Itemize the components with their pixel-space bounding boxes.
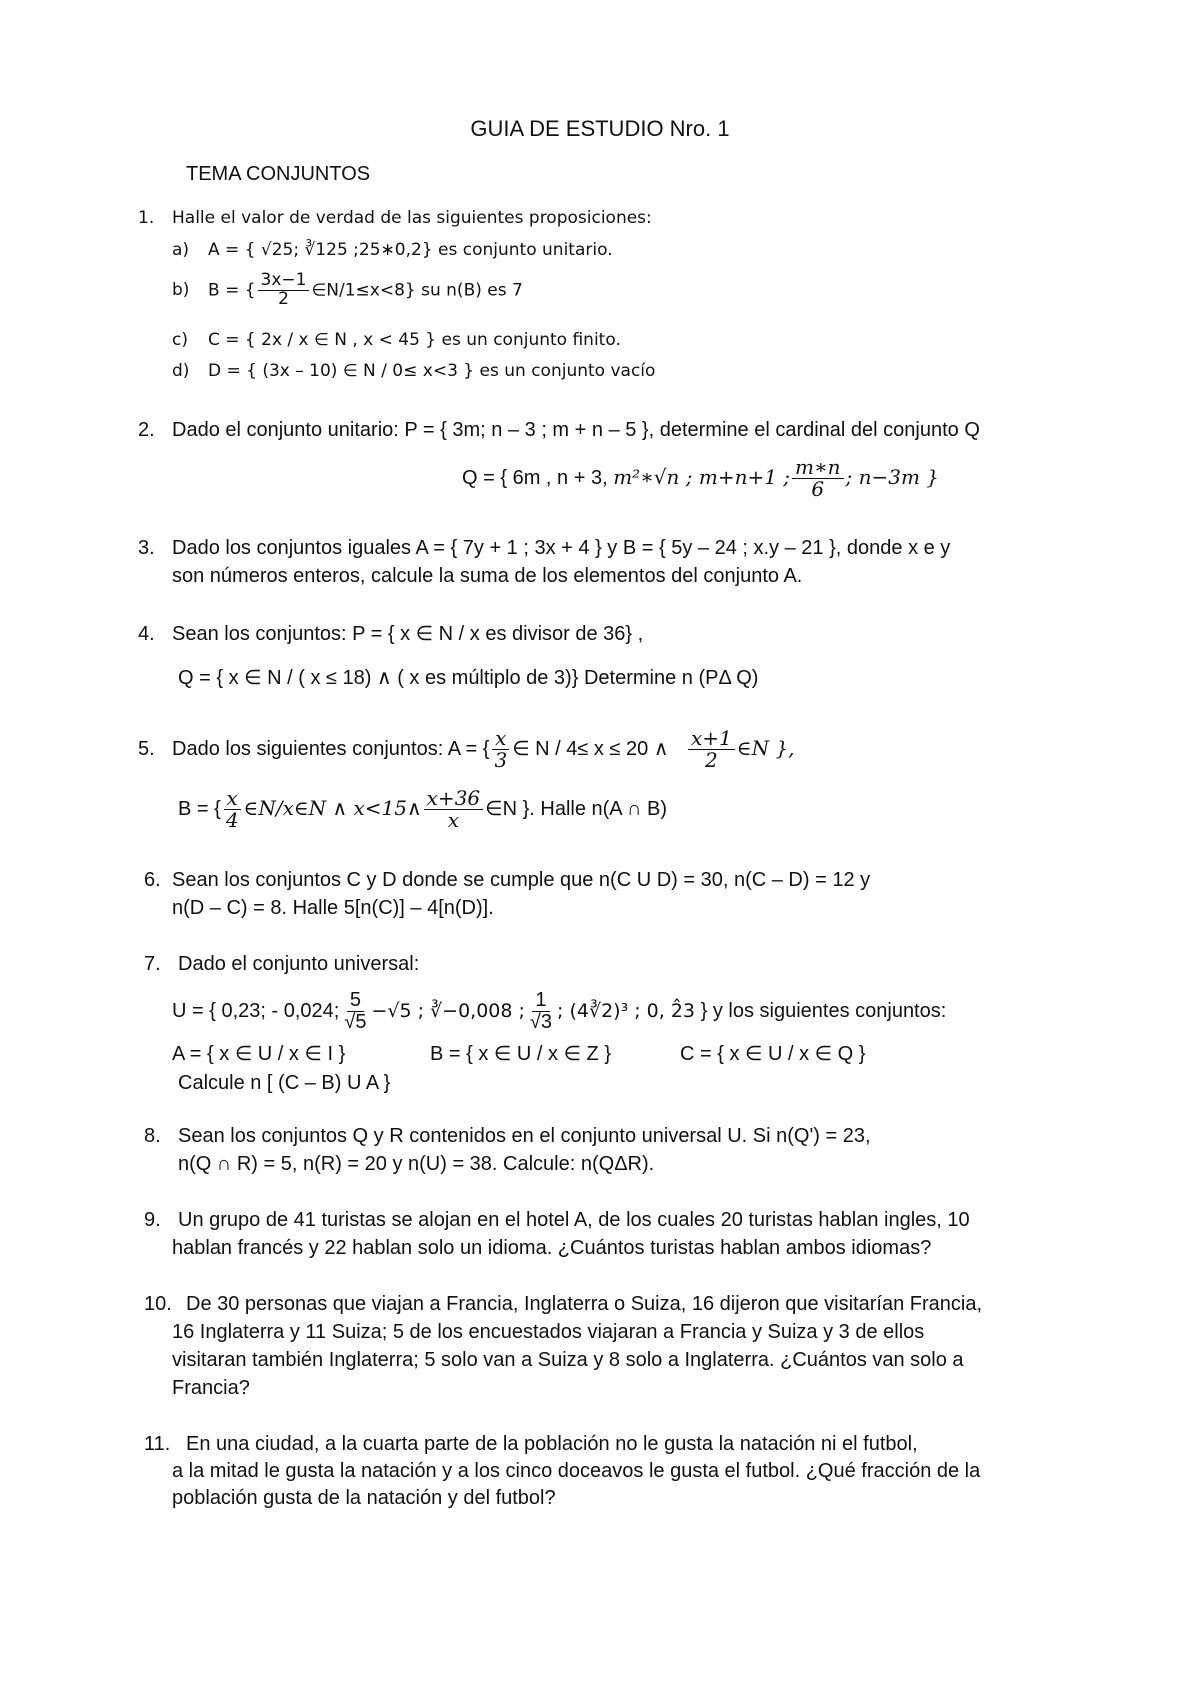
denominator: 2 [705, 748, 718, 772]
subitem-1b [172, 272, 523, 309]
question-number: 2. [138, 419, 155, 441]
subitem-math: B = { [208, 280, 256, 301]
subitem-text: su n(B) es 7 [415, 280, 523, 301]
fraction [223, 788, 242, 831]
question-6 [144, 866, 870, 894]
question-10-line-4: Francia? [172, 1377, 250, 1399]
subitem-1d [172, 361, 655, 381]
numerator: x [224, 788, 241, 810]
question-11 [144, 1430, 918, 1458]
question-9-line-2: hablan francés y 22 hablan solo un idioma. ¿Cuántos turistas hablan ambos idiomas? [172, 1237, 932, 1259]
question-10-line-3: visitaran también Inglaterra; 5 solo van a Suiza y 8 solo a Inglaterra. ¿Cuántos van solo a [172, 1349, 964, 1371]
set-math: ∈N }, [736, 735, 795, 760]
question-3-line-2: son números enteros, calcule la suma de los elementos del conjunto A. [172, 565, 803, 587]
question-1 [138, 208, 652, 228]
fraction [258, 272, 310, 309]
question-text: De 30 personas que viajan a Francia, Inglaterra o Suiza, 16 dijeron que visitarían Francia, [186, 1293, 983, 1315]
fraction [688, 728, 735, 771]
subitem-label: c) [172, 330, 188, 350]
numerator: 3x−1 [258, 272, 310, 291]
fraction [491, 728, 510, 771]
question-number: 6. [144, 869, 161, 891]
fraction [792, 457, 843, 500]
numerator: x+36 [424, 788, 484, 810]
question-number: 5. [138, 737, 155, 760]
question-4-line-2: Q = { x ∈ N / ( x ≤ 18) ∧ ( x es múltiplo de 3)} Determine n (PΔ Q) [178, 667, 759, 689]
numerator: 1 [532, 990, 549, 1012]
fraction [341, 990, 369, 1033]
set-text: B = { [178, 797, 221, 820]
denominator: √5 [344, 1011, 367, 1033]
denominator: √3 [529, 1011, 553, 1033]
question-number: 3. [138, 537, 155, 559]
question-11-line-3: población gusta de la natación y del futbol? [172, 1487, 556, 1509]
set-text: } y los siguientes conjuntos: [700, 999, 947, 1022]
question-text: Dado los conjuntos iguales A = { 7y + 1 ; 3x + 4 } y B = { 5y – 24 ; x.y – 21 }, donde x e y [172, 537, 951, 559]
question-9 [144, 1206, 970, 1234]
set-a-definition: A = { x ∈ U / x ∈ I } [172, 1043, 346, 1065]
question-5-set-b [178, 788, 667, 831]
subitem-label: b) [172, 280, 190, 301]
numerator: m∗n [792, 457, 843, 479]
denominator: 2 [278, 288, 289, 309]
universal-set-u [172, 990, 946, 1033]
question-8 [144, 1122, 871, 1150]
set-math: −√5 ; ∛−0,008 ; [371, 999, 525, 1022]
set-math: ; n−3m } [845, 464, 940, 489]
set-q-definition [462, 457, 939, 500]
question-number: 8. [144, 1125, 161, 1147]
question-text: Dado el conjunto unitario: P = { 3m; n – 3 ; m + n – 5 }, determine el cardinal del conjunto Q [172, 419, 980, 441]
subitem-text: es un conjunto finito. [436, 330, 621, 350]
question-8-line-2: n(Q ∩ R) = 5, n(R) = 20 y n(U) = 38. Calcule: n(QΔR). [178, 1153, 655, 1175]
set-text: ∈N }. Halle n(A ∩ B) [485, 797, 668, 820]
question-11-line-2: a la mitad le gusta la natación y a los cinco doceavos le gusta el futbol. ¿Qué fracción de la [172, 1460, 981, 1482]
question-text: Dado el conjunto universal: [178, 953, 420, 975]
question-number: 4. [138, 623, 155, 645]
question-text: En una ciudad, a la cuarta parte de la población no le gusta la natación ni el futbol, [186, 1433, 918, 1455]
denominator: x [447, 808, 460, 832]
question-number: 1. [138, 208, 155, 228]
fraction [527, 990, 555, 1033]
numerator: x [492, 728, 509, 750]
subitem-1a [172, 240, 613, 260]
set-text: U = { 0,23; - 0,024; [172, 999, 340, 1022]
question-5 [138, 728, 795, 771]
subitem-1c [172, 330, 621, 350]
question-text: Sean los conjuntos C y D donde se cumple que n(C U D) = 30, n(C – D) = 12 y [172, 869, 871, 891]
set-c-definition: C = { x ∈ U / x ∈ Q } [680, 1043, 866, 1065]
question-2 [138, 416, 980, 444]
question-7-line-last: Calcule n [ (C – B) U A } [178, 1072, 391, 1094]
question-4 [138, 620, 643, 648]
question-10 [144, 1290, 982, 1318]
page-title: GUIA DE ESTUDIO Nro. 1 [470, 116, 730, 141]
question-number: 9. [144, 1209, 161, 1231]
subitem-text: es un conjunto vacío [474, 361, 656, 381]
subitem-label: a) [172, 240, 190, 260]
subitem-math: ∈N/1≤x<8} [311, 280, 416, 301]
question-text: Un grupo de 41 turistas se alojan en el hotel A, de los cuales 20 turistas hablan ingles, 10 [178, 1209, 970, 1231]
topic-heading: TEMA CONJUNTOS [186, 163, 371, 185]
question-number: 11. [144, 1433, 171, 1455]
question-6-line-2: n(D – C) = 8. Halle 5[n(C)] – 4[n(D)]. [172, 897, 494, 919]
subitem-text: es conjunto unitario. [432, 240, 613, 260]
question-text: Dado los siguientes conjuntos: A = { [172, 737, 490, 760]
subitem-math: D = { (3x – 10) ∈ N / 0≤ x<3 } [208, 361, 475, 381]
question-text: Sean los conjuntos Q y R contenidos en el conjunto universal U. Si n(Q') = 23, [178, 1125, 871, 1147]
question-text: Halle el valor de verdad de las siguientes proposiciones: [172, 208, 652, 228]
set-math: m²∗√n ; m+n+1 ; [613, 464, 791, 489]
subitem-label: d) [172, 361, 190, 381]
set-math: ∈N/x∈N ∧ x<15∧ [243, 795, 422, 820]
set-math: ; (4∛2)³ ; 0, 2̂3 [557, 999, 696, 1022]
question-7 [144, 950, 419, 978]
numerator: 5 [347, 990, 364, 1012]
fraction [424, 788, 484, 831]
subitem-math: A = { √25; ∛125 ;25∗0,2} [208, 240, 433, 260]
question-text: Sean los conjuntos: P = { x ∈ N / x es divisor de 36} , [172, 623, 644, 645]
denominator: 3 [494, 748, 508, 772]
denominator: 4 [225, 808, 239, 832]
set-text: Q = { 6m , n + 3, [462, 466, 608, 489]
denominator: 6 [811, 477, 825, 501]
question-3 [138, 534, 950, 562]
set-math: ∈ N / 4≤ x ≤ 20 ∧ [512, 737, 669, 760]
set-b-definition: B = { x ∈ U / x ∈ Z } [430, 1043, 612, 1065]
question-10-line-2: 16 Inglaterra y 11 Suiza; 5 de los encuestados viajaran a Francia y Suiza y 3 de ellos [172, 1321, 925, 1343]
question-number: 7. [144, 953, 161, 975]
numerator: x+1 [688, 728, 735, 750]
subitem-math: C = { 2x / x ∈ N , x < 45 } [208, 330, 437, 350]
question-number: 10. [144, 1293, 172, 1315]
